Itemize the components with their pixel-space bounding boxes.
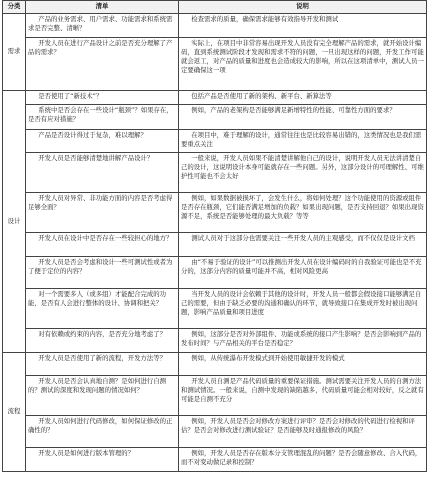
note-text: 例如，从传统瀑布开发模式到开始使用敏捷开发的模式 <box>179 353 427 376</box>
note-text: 包括产品是否使用了新的架构、新平台、新算法等 <box>179 91 427 105</box>
checklist-item: 开发人员在设计中是否存在一些较担心的地方？ <box>26 233 179 257</box>
note-text: 一般来说，开发人员如果不能清楚讲解他自己的设计，说明开发人员无法讲清楚自己的设计，这说明设计本身可能就存在一些问题。另外，这部分设计的可理解性、可维护性可能也不会太好 <box>179 153 427 193</box>
table-row <box>3 448 427 472</box>
note-text: 实际上，在项目中非常容易出现开发人员没有完全理解产品的需求，就开始设计编码，直到系统测试阶段才发现和需求不符的问题，一旦出现这样的问题，开发工作可能就会返工，对产品的质量和进度也会造成较大的影响，所以在这项清单中，测试人员一定要确保这一项 <box>179 38 427 91</box>
checklist-item: 开发人员是否会认真地自测？是如何进行自测的？测试的深度和发现问题的情况如何？ <box>26 376 179 416</box>
table-row <box>3 416 427 448</box>
note-text: 开发人员自测是产品代码质量的重要保证措施。测试需要关注开发人员的自测方法和测试情况。一般来说，自测中发现的缺陷越多，代码质量可能会相对较好，反之就有可能是自测不充分 <box>179 376 427 416</box>
checklist-item: 开发人员是否能够清楚地讲解产品设计？ <box>26 153 179 193</box>
table-row <box>3 38 427 91</box>
category-cell-requirements: 需求 <box>3 14 26 91</box>
header-checklist: 清单 <box>26 1 179 14</box>
table-row <box>3 91 427 105</box>
note-text: 当开发人员的设计会依赖于其他的设计时，开发人员一般都会假设接口能够满足自己的需要，但由于缺乏必要的沟通和确认的环节，就导致接口在集成开发时被出现问题，影响产品质量和项目进度 <box>179 289 427 329</box>
table-row <box>3 329 427 353</box>
header-row <box>3 1 427 14</box>
checklist-item: 产品是否设计得过于复杂，难以理解？ <box>26 130 179 153</box>
checklist-item: 产品的业务需求、用户需求、功能需求和系统需求是否完整、清晰？ <box>26 14 179 38</box>
checklist-item: 开发人员对异常、非功能方面的内容是否考虑得足够全面？ <box>26 193 179 233</box>
note-text: 例如，开发人员是否会对修改方案进行评审？是否会对修改的代码进行检视和评估？是否会对修改进行测试验证？是否能够及时通报修改的风险？ <box>179 416 427 448</box>
checklist-item: 开发人员是如何进行版本管理的？ <box>26 448 179 472</box>
table-row <box>3 153 427 193</box>
note-text: 例如，如果数据被损坏了，会发生什么，将如何处理？这个功能使用的资源或组件是否存在瓶颈，它们能否满足增加的负载？如果出现问题，是否支持回退？如果出现资源不足，系统是否能够处理的最大负载？等等 <box>179 193 427 233</box>
note-text: 测试人员对于这部分也需要关注一些开发人员的主观感受，而不仅仅是设计文档 <box>179 233 427 257</box>
table-row <box>3 289 427 329</box>
checklist-item: 开发人员在进行产品设计之前是否充分理解了产品的需求？ <box>26 38 179 91</box>
header-category: 分类 <box>3 1 26 14</box>
table-row <box>3 353 427 376</box>
note-text: 检查需求的质量，确保需求能够有效指导开发和测试 <box>179 14 427 38</box>
checklist-item: 对一个需要多人（或多组）才能配合完成的功能，是否有人会进行整体的设计、协调和把关？ <box>26 289 179 329</box>
table-row <box>3 193 427 233</box>
table-row <box>3 376 427 416</box>
note-text: 由“不易于验证的设计”可以推测出开发人员在设计编码时的自我验证可能也是不充分的，这部分内容的质量可能并不高，相对风险更高 <box>179 257 427 289</box>
checklist-item: 开发人员是否使用了新的流程，开发方法等？ <box>26 353 179 376</box>
note-text: 在项目中，难于理解的设计，通常往往也是比较容易出错的，这类情况也是我们需要重点关注 <box>179 130 427 153</box>
table-row <box>3 130 427 153</box>
table-row <box>3 257 427 289</box>
table-row <box>3 233 427 257</box>
note-text: 例如，产品的老架构是否能够满足新增特性的性能、可靠性方面的要求？ <box>179 105 427 130</box>
checklist-table <box>2 0 427 472</box>
checklist-item: 开发人员是否会考虑和设计一些可测试性或者为了便于定位的内容？ <box>26 257 179 289</box>
checklist-item: 对有依赖或约束的内容，是否充分地考虑了？ <box>26 329 179 353</box>
table-body <box>3 14 427 472</box>
table-row <box>3 14 427 38</box>
category-cell-design: 设计 <box>3 91 26 353</box>
note-text: 例如，开发人员是否存在版本分支管理混乱的问题？是否会随意修改、合入代码，而不对变动做记录和控制？ <box>179 448 427 472</box>
header-note: 说明 <box>179 1 427 14</box>
checklist-item: 开发人员如何进行代码修改，如何保证修改的正确性的？ <box>26 416 179 448</box>
category-cell-process: 流程 <box>3 353 26 472</box>
checklist-item: 是否使用了“新技术”？ <box>26 91 179 105</box>
table-row <box>3 105 427 130</box>
checklist-item: 系统中是否会存在一些设计“瓶颈”？如果存在，是否有应对措施？ <box>26 105 179 130</box>
note-text: 例如，这部分是否对外部组件、功能或系统的接口产生影响？是否会影响到产品的发布时间？与产品相关的平台是否稳定？ <box>179 329 427 353</box>
